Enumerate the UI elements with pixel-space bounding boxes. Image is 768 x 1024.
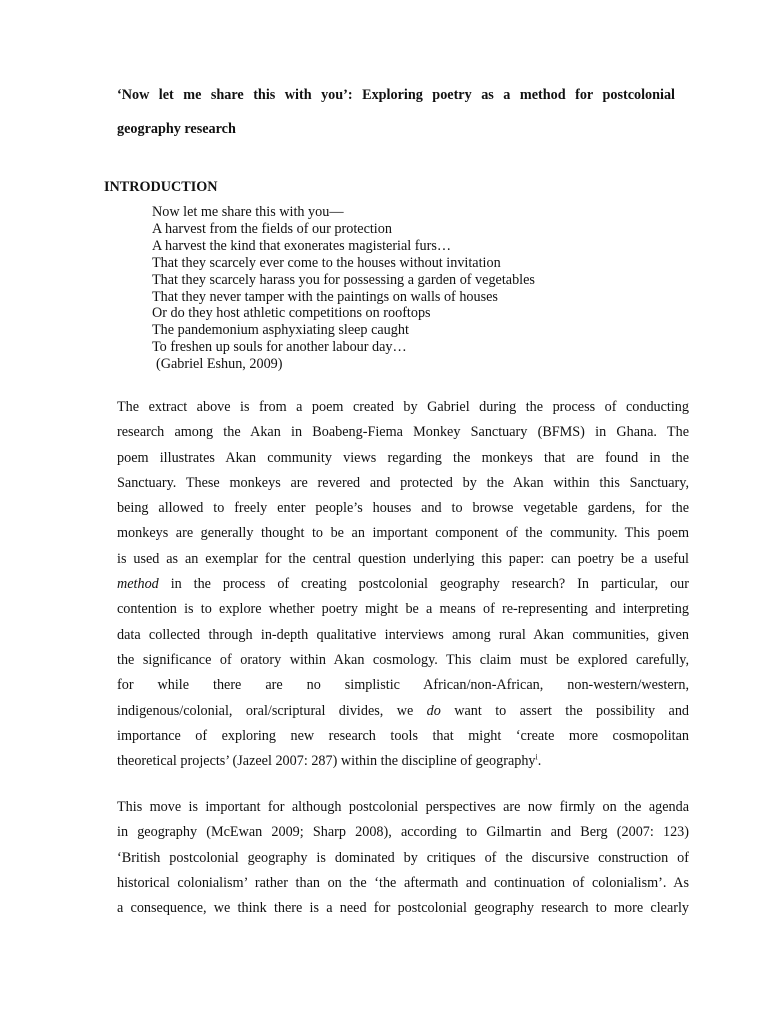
poem-line: Or do they host athletic competitions on rooftops [152, 305, 431, 322]
emphasis-method: method [117, 576, 159, 593]
paragraph-text: indigenous/colonial, oral/scriptural divides, we [117, 702, 414, 719]
poem-excerpt [152, 204, 535, 373]
poem-line: That they never tamper with the paintings on walls of houses [152, 288, 498, 305]
poem-line: To freshen up souls for another labour day… [152, 339, 407, 356]
paragraph-line: is used as an exemplar for the central question underlying this paper: can poetry be a useful [117, 550, 689, 567]
paragraph-line: contention is to explore whether poetry might be a means of re-representing and interpreting [117, 601, 689, 618]
emphasis-do: do [426, 702, 441, 719]
paper-title-line-1: ‘Now let me share this with you’: Exploring poetry as a method for postcolonial [117, 87, 675, 103]
paragraph-line: in geography (McEwan 2009; Sharp 2008), according to Gilmartin and Berg (2007: 123) [117, 824, 689, 841]
paragraph-text: theoretical projects’ (Jazeel 2007: 287) within the discipline of geography [117, 753, 536, 770]
paper-title-line-2: geography research [117, 121, 236, 137]
poem-line: Now let me share this with you— [152, 204, 344, 220]
poem-line: A harvest the kind that exonerates magisterial furs… [152, 237, 452, 254]
paragraph-line: being allowed to freely enter people’s houses and to browse vegetable gardens, for the [117, 500, 689, 517]
paragraph-line: Sanctuary. These monkeys are revered and protected by the Akan within this Sanctuary, [117, 474, 689, 491]
paragraph-line: a consequence, we think there is a need for postcolonial geography research to more clearly [117, 900, 689, 917]
poem-line: The pandemonium asphyxiating sleep caught [152, 322, 409, 339]
paragraph-line-last [117, 749, 689, 774]
paragraph-text: in the process of creating postcolonial geography research? In particular, our [170, 576, 690, 593]
paragraph-text: want to assert the possibility and [454, 702, 690, 719]
paragraph-line: the significance of oratory within Akan cosmology. This claim must be explored carefully, [117, 651, 689, 668]
paragraph-line: research among the Akan in Boabeng-Fiema Monkey Sanctuary (BFMS) in Ghana. The [117, 424, 689, 441]
paragraph-line-with-emphasis [117, 699, 689, 724]
paragraph-line: This move is important for although postcolonial perspectives are now firmly on the agenda [117, 799, 689, 815]
paragraph-line: data collected through in-depth qualitative interviews among rural Akan communities, given [117, 626, 689, 643]
footnote-marker[interactable]: i [535, 752, 538, 762]
paragraph-line-with-emphasis [117, 572, 689, 597]
paragraph-line: The extract above is from a poem created by Gabriel during the process of conducting [117, 399, 689, 415]
paragraph-line: poem illustrates Akan community views regarding the monkeys that are found in the [117, 449, 689, 466]
paragraph-line: importance of exploring new research tools that might ‘create more cosmopolitan [117, 727, 689, 744]
paragraph-line: ‘British postcolonial geography is dominated by critiques of the discursive construction of [117, 849, 689, 866]
poem-line: That they scarcely harass you for possessing a garden of vegetables [152, 271, 535, 288]
poem-line: That they scarcely ever come to the houses without invitation [152, 254, 501, 271]
paragraph-line: monkeys are generally thought to be an important component of the community. This poem [117, 525, 689, 542]
paragraph-line: historical colonialism’ rather than on the ‘the aftermath and continuation of colonialism’. As [117, 874, 689, 891]
sentence-end: . [537, 753, 542, 770]
poem-line: A harvest from the fields of our protection [152, 220, 392, 237]
section-heading: INTRODUCTION [104, 179, 218, 195]
paragraph-1 [117, 395, 689, 774]
paragraph-line: for while there are no simplistic African/non-African, non-western/western, [117, 677, 689, 694]
poem-citation: (Gabriel Eshun, 2009) [156, 356, 283, 373]
paragraph-2 [117, 795, 689, 921]
